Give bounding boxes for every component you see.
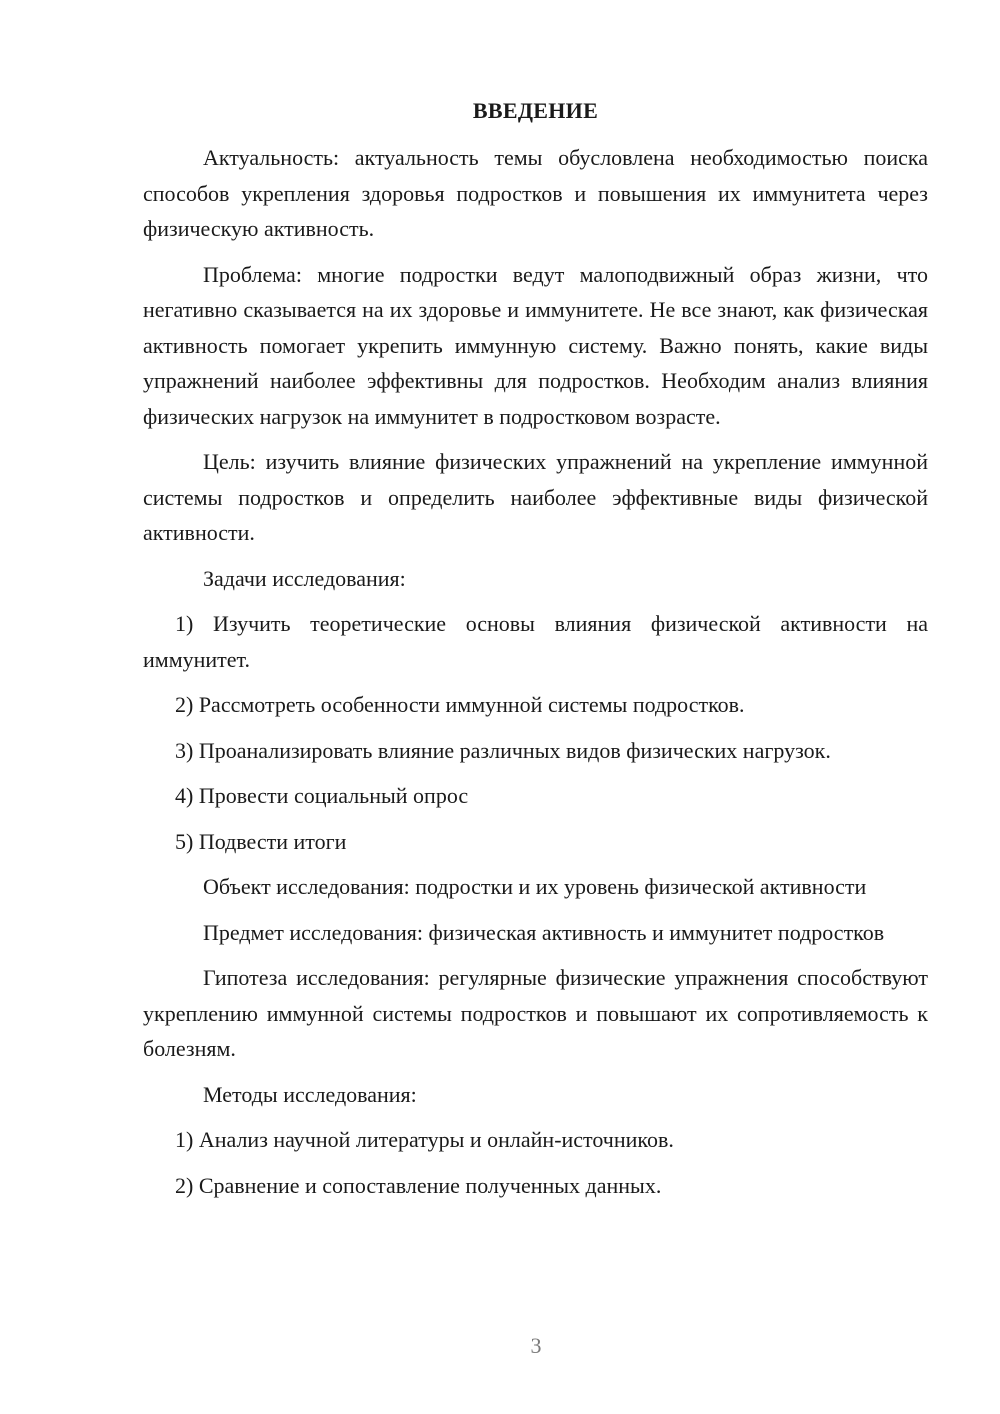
paragraph-hypothesis: Гипотеза исследования: регулярные физические упражнения способствуют укреплению иммунной системы подростков и повышают их сопротивляемость к болезням. — [143, 965, 928, 1061]
task-item: 1) Изучить теоретические основы влияния физической активности на иммунитет. — [143, 611, 928, 672]
methods-heading: Методы исследования: — [203, 1081, 417, 1107]
method-item: 2) Сравнение и сопоставление полученных данных. — [175, 1172, 662, 1198]
paragraph-relevance: Актуальность: актуальность темы обусловлена необходимостью поиска способов укрепления здоровья подростков и повышения их иммунитета через физическую активность. — [143, 145, 928, 241]
page-number: 3 — [530, 1333, 542, 1358]
paragraph-object: Объект исследования: подростки и их уровень физической активности — [203, 874, 867, 899]
section-heading: ВВЕДЕНИЕ — [472, 98, 599, 123]
task-item: 4) Провести социальный опрос — [175, 783, 469, 808]
paragraph-goal: Цель: изучить влияние физических упражнений на укрепление иммунной системы подростков и определить наиболее эффективные виды физической активности. — [143, 449, 928, 545]
task-item: 2) Рассмотреть особенности иммунной системы подростков. — [175, 692, 745, 717]
task-item: 3) Проанализировать влияние различных видов физических нагрузок. — [175, 737, 831, 763]
paragraph-subject: Предмет исследования: физическая активность и иммунитет подростков — [203, 919, 885, 945]
tasks-heading: Задачи исследования: — [203, 565, 406, 591]
task-item: 5) Подвести итоги — [175, 828, 347, 854]
paragraph-problem: Проблема: многие подростки ведут малоподвижный образ жизни, что негативно сказывается на их здоровье и иммунитете. Не все знают, как физическая активность помогает укрепить иммунную систему. Важно понять, какие виды упражнений наиболее эффективны для подростков. Необходим анализ влияния физических нагрузок на иммунитет в подростковом возрасте. — [143, 261, 928, 429]
document-page — [143, 96, 928, 1213]
method-item: 1) Анализ научной литературы и онлайн-источников. — [175, 1127, 674, 1152]
